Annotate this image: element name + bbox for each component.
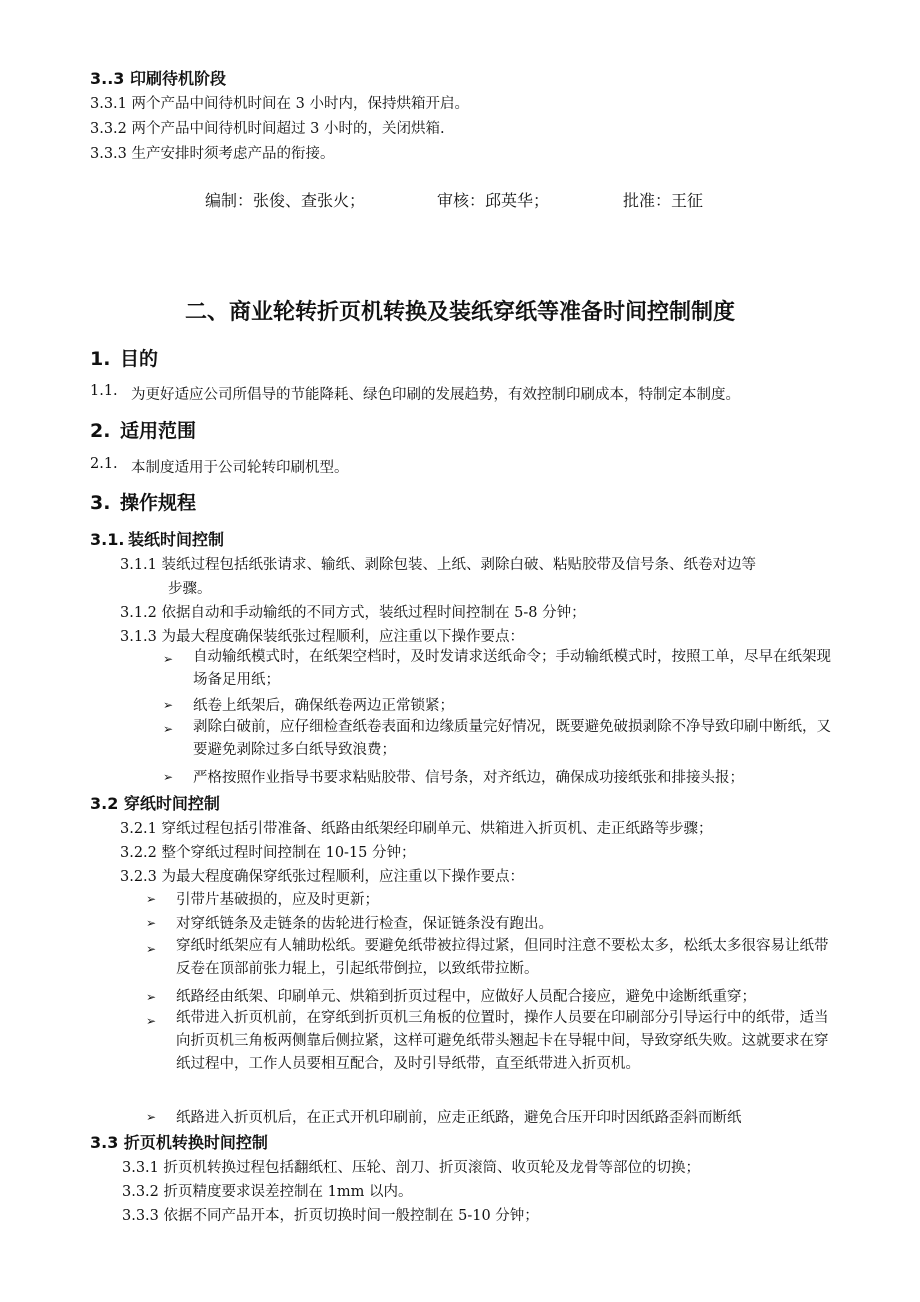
subsection-title: 装纸时间控制 [128,530,225,549]
section-number: 2. [90,420,111,442]
bullet-item: 对穿纸链条及走链条的齿轮进行检查，保证链条没有跑出。 [176,916,553,932]
list-item: 3.3.3 生产安排时须考虑产品的衔接。 [90,146,335,162]
subsection-heading-3-2: 3.2 穿纸时间控制 [90,794,220,813]
list-item: 3.2.1 穿纸过程包括引带准备、纸路由纸架经印刷单元、烘箱进入折页机、走正纸路等步骤； [120,821,713,837]
list-item: 3.1.2 依据自动和手动输纸的不同方式，装纸过程时间控制在 5-8 分钟； [120,605,586,621]
signoff-approved: 批准：王征 [623,191,704,210]
bullet-item: 剥除白破前，应仔细检查纸卷表面和边缘质量完好情况，既要避免破损剥除不净导致印刷中断纸，又要避免剥除过多白纸导致浪费； [193,719,831,758]
paragraph: 为更好适应公司所倡导的节能降耗、绿色印刷的发展趋势，有效控制印刷成本，特制定本制度。 [131,387,740,403]
section-title: 操作规程 [120,492,197,514]
bullet-item: 纸带进入折页机前，在穿纸到折页机三角板的位置时，操作人员要在印刷部分引导运行中的纸带，适当向折页机三角板两侧靠后侧拉紧，这样可避免纸带头翘起卡在导辊中间，导致穿纸失败。这就要求在穿纸过程中，工作人员要相互配合，及时引导纸带，直至纸带进入折页机。 [176,1010,829,1072]
arrow-bullet-icon: ➢ [163,770,174,784]
section-title: 适用范围 [120,420,197,442]
list-item: 3.3.2 两个产品中间待机时间超过 3 小时的，关闭烘箱. [90,121,445,137]
bullet-item: 严格按照作业指导书要求粘贴胶带、信号条，对齐纸边，确保成功接纸张和排接头报； [193,770,744,786]
section-number: 1. [90,348,111,370]
bullet-item: 穿纸时纸架应有人辅助松纸。要避免纸带被拉得过紧，但同时注意不要松太多，松纸太多很容易让纸带反卷在顶部前张力辊上，引起纸带倒拉，以致纸带拉断。 [176,938,829,977]
signoff-reviewed: 审核：邱英华； [437,191,550,210]
bullet-item: 引带片基破损的，应及时更新； [176,892,379,908]
bullet-item: 纸卷上纸架后，确保纸卷两边正常锁紧； [193,698,454,714]
list-item: 3.2.2 整个穿纸过程时间控制在 10-15 分钟； [120,845,416,861]
item-number: 2.1. [90,456,118,472]
section-heading-3 [90,488,196,515]
arrow-bullet-icon: ➢ [163,698,174,712]
arrow-bullet-icon: ➢ [163,722,174,736]
list-item: 3.1.3 为最大程度确保装纸张过程顺利，应注重以下操作要点： [120,629,525,645]
document-title: 二、商业轮转折页机转换及装纸穿纸等准备时间控制制度 [184,300,735,325]
arrow-bullet-icon: ➢ [146,942,157,956]
list-item: 3.2.3 为最大程度确保穿纸张过程顺利，应注重以下操作要点： [120,869,525,885]
signoff-compiled: 编制：张俊、查张火； [205,191,366,210]
section-heading-3-3: 3..3 印刷待机阶段 [90,69,226,88]
arrow-bullet-icon: ➢ [146,1014,157,1028]
bullet-item: 纸路进入折页机后，在正式开机印刷前，应走正纸路，避免合压开印时因纸路歪斜而断纸 [176,1110,742,1126]
arrow-bullet-icon: ➢ [146,990,157,1004]
section-heading-2 [90,416,196,443]
list-item: 3.3.2 折页精度要求误差控制在 1mm 以内。 [122,1184,413,1200]
list-item: 3.1.1 装纸过程包括纸张请求、输纸、剥除包装、上纸、剥除白破、粘贴胶带及信号条、纸卷对边等 [120,557,756,573]
arrow-bullet-icon: ➢ [146,892,157,906]
arrow-bullet-icon: ➢ [146,1110,157,1124]
paragraph: 本制度适用于公司轮转印刷机型。 [131,460,349,476]
section-number: 3. [90,492,111,514]
item-number: 1.1. [90,383,118,399]
list-item: 3.3.1 折页机转换过程包括翻纸杠、压轮、剖刀、折页滚筒、收页轮及龙骨等部位的切换； [122,1160,700,1176]
arrow-bullet-icon: ➢ [146,916,157,930]
section-title: 目的 [120,348,159,370]
arrow-bullet-icon: ➢ [163,652,174,666]
list-item: 3.3.3 依据不同产品开本，折页切换时间一般控制在 5-10 分钟； [122,1208,539,1224]
list-item-continuation: 步骤。 [168,581,212,597]
subsection-heading-3-3: 3.3 折页机转换时间控制 [90,1133,268,1152]
list-item: 3.3.1 两个产品中间待机时间在 3 小时内，保持烘箱开启。 [90,96,469,112]
subsection-number: 3.1. [90,530,125,549]
section-heading-1 [90,344,158,371]
subsection-heading-3-1 [90,527,224,550]
bullet-item: 自动输纸模式时，在纸架空档时，及时发请求送纸命令；手动输纸模式时，按照工单，尽早在纸架现场备足用纸； [193,649,831,688]
bullet-item: 纸路经由纸架、印刷单元、烘箱到折页过程中，应做好人员配合接应，避免中途断纸重穿； [176,989,756,1005]
